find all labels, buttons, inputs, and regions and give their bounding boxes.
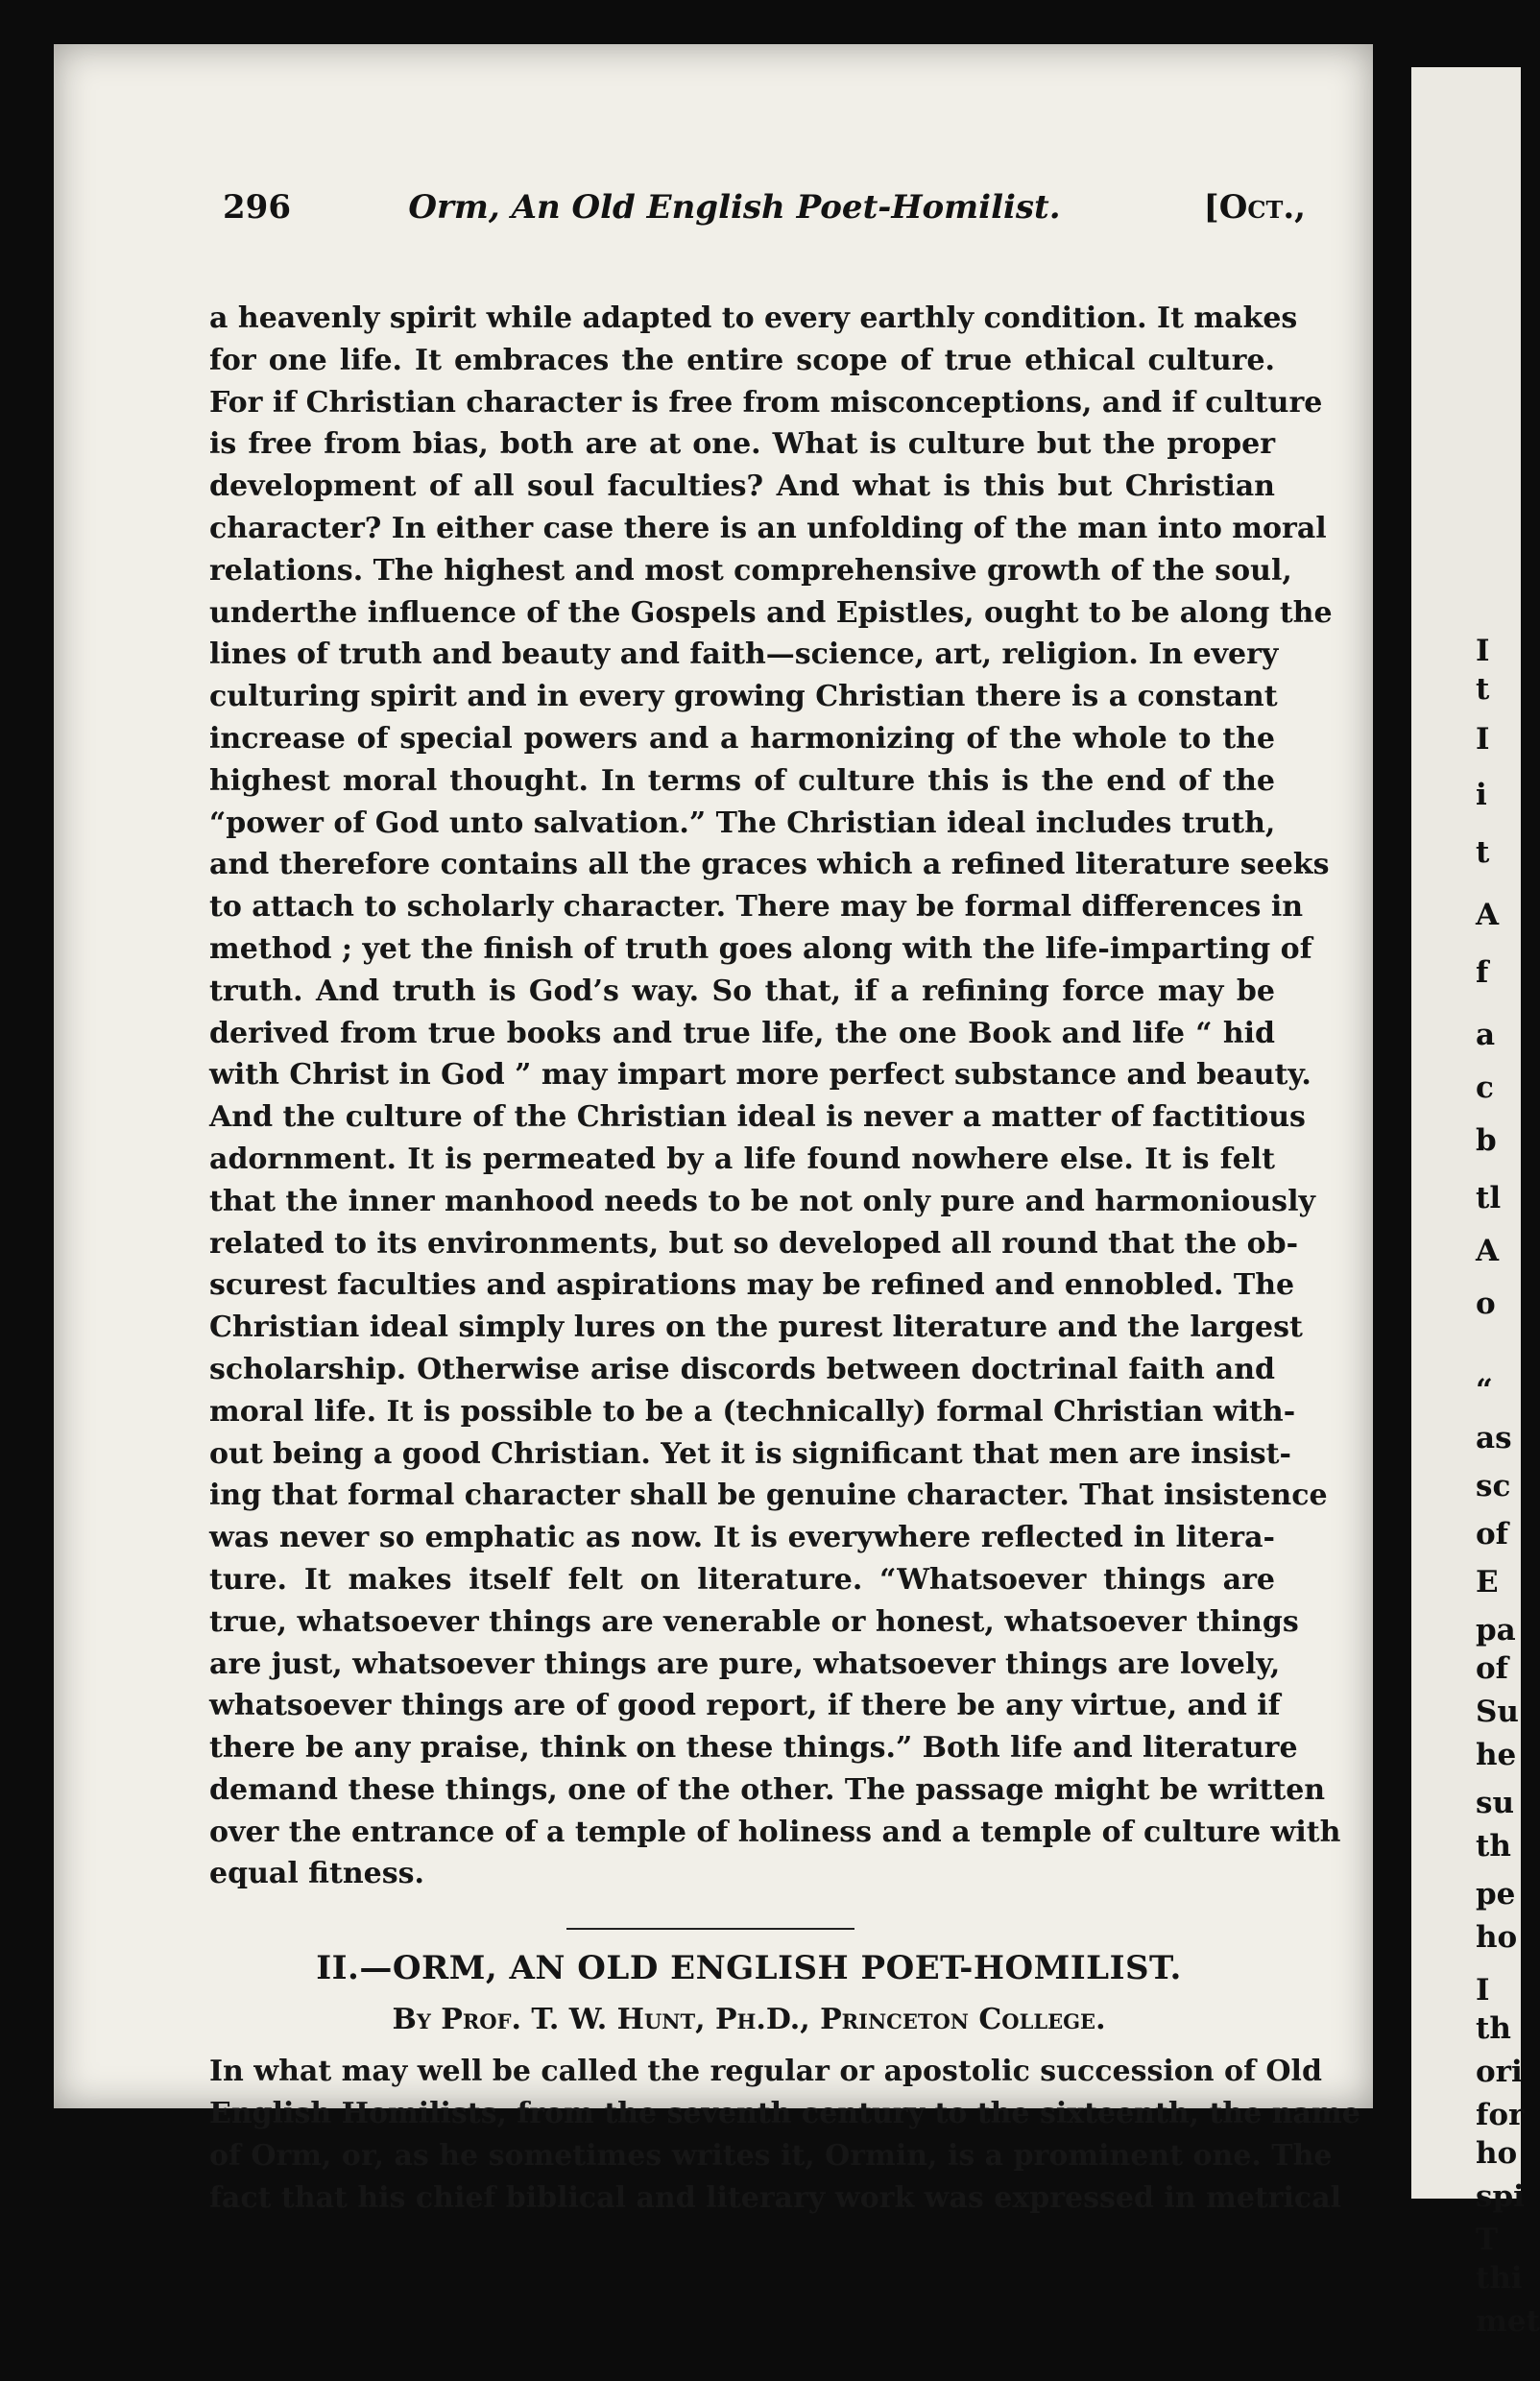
text-line: equal fitness.: [209, 1857, 424, 1891]
text-line: was never so emphatic as now. It is everywhere reflected in litera-: [209, 1521, 1275, 1555]
text-line: “power of God unto salvation.” The Christian ideal includes truth,: [209, 806, 1276, 840]
text-line: In what may well be called the regular or apostolic succession of Old: [209, 2055, 1322, 2088]
text-line: a heavenly spirit while adapted to every earthly condition. It makes: [209, 301, 1298, 335]
adjacent-page-fragment: A: [1476, 898, 1500, 932]
text-line: truth. And truth is God’s way. So that, if a refining force may be: [209, 974, 1275, 1008]
running-title: Orm, An Old English Poet-Homilist.: [408, 188, 1061, 227]
adjacent-page-fragment: th: [1476, 1829, 1511, 1864]
adjacent-page-fragment: ho: [1476, 1920, 1518, 1955]
text-line: character? In either case there is an unfolding of the man into moral: [209, 511, 1327, 545]
adjacent-page-fragment: met: [1476, 2304, 1540, 2339]
adjacent-page-fragment: su: [1476, 1786, 1514, 1820]
adjacent-page-fragment: of: [1476, 1651, 1509, 1686]
adjacent-page-fragment: ori: [1476, 2055, 1523, 2089]
adjacent-page-fragment: T: [1476, 2223, 1499, 2257]
text-line: are just, whatsoever things are pure, whatsoever things are lovely,: [209, 1647, 1281, 1681]
section-divider: [566, 1928, 854, 1930]
text-line: with Christ in God ” may impart more perfect substance and beauty.: [209, 1058, 1311, 1093]
adjacent-page-fragment: I: [1476, 722, 1490, 757]
running-head: [163, 188, 1306, 246]
adjacent-page-fragment: of: [1476, 1517, 1509, 1551]
text-line: moral life. It is possible to be a (technically) formal Christian with-: [209, 1394, 1296, 1429]
text-line: is free from bias, both are at one. What is culture but the proper: [209, 427, 1275, 462]
text-line: and therefore contains all the graces which a refined literature seeks: [209, 848, 1330, 882]
text-line: ing that formal character shall be genuine character. That insistence: [209, 1479, 1328, 1513]
text-line: adornment. It is permeated by a life found nowhere else. It is felt: [209, 1142, 1275, 1176]
text-line: development of all soul faculties? And what is this but Christian: [209, 469, 1275, 504]
adjacent-page-fragment: “: [1476, 1373, 1493, 1407]
adjacent-page-fragment: he: [1476, 1738, 1517, 1772]
adjacent-page-fragment: as: [1476, 1421, 1512, 1455]
adjacent-page-fragment: pe: [1476, 1877, 1516, 1912]
page-number: 296: [223, 188, 291, 227]
text-line: for one life. It embraces the entire scope of true ethical culture.: [209, 343, 1275, 377]
text-line: For if Christian character is free from misconceptions, and if culture: [209, 385, 1323, 420]
adjacent-page-fragment: ho: [1476, 2136, 1518, 2171]
text-line: And the culture of the Christian ideal is never a matter of factitious: [209, 1100, 1306, 1135]
adjacent-page-fragment: t: [1476, 835, 1490, 870]
body-paragraph: [209, 298, 1341, 1895]
adjacent-page-fragment: a: [1476, 1018, 1496, 1052]
text-line: English Homilists, from the seventh century to the sixteenth, the name: [209, 2097, 1360, 2130]
text-line: true, whatsoever things are venerable or honest, whatsoever things: [209, 1604, 1299, 1639]
adjacent-page-fragment: pa: [1476, 1613, 1516, 1647]
adjacent-page-fragment: A: [1476, 1234, 1500, 1268]
adjacent-page-fragment: b: [1476, 1123, 1497, 1158]
text-line: demand these things, one of the other. The passage might be written: [209, 1772, 1326, 1807]
text-line: ture. It makes itself felt on literature. “Whatsoever things are: [209, 1562, 1275, 1597]
section-heading: II.—ORM, AN OLD ENGLISH POET-HOMILIST.: [316, 1949, 1182, 1987]
text-line: that the inner manhood needs to be not only pure and harmoniously: [209, 1184, 1315, 1218]
adjacent-page-fragment: t: [1476, 672, 1490, 707]
text-line: related to its environments, but so developed all round that the ob-: [209, 1226, 1299, 1261]
text-line: to attach to scholarly character. There may be formal differences in: [209, 890, 1304, 925]
text-line: there be any praise, think on these things.” Both life and literature: [209, 1731, 1298, 1766]
text-line: over the entrance of a temple of holiness and a temple of culture with: [209, 1815, 1341, 1849]
adjacent-page-fragment: c: [1476, 1070, 1494, 1105]
running-month: [Oct.,: [1203, 188, 1306, 227]
text-line: of Orm, or, as he sometimes writes it, Ormin, is a prominent one. The: [209, 2139, 1333, 2173]
adjacent-page-fragment: i: [1476, 778, 1487, 812]
text-line: increase of special powers and a harmonizing of the whole to the: [209, 721, 1275, 756]
text-line: scholarship. Otherwise arise discords between doctrinal faith and: [209, 1352, 1275, 1386]
text-line: Christian ideal simply lures on the purest literature and the largest: [209, 1311, 1303, 1345]
adjacent-page-fragment: for: [1476, 2098, 1525, 2132]
text-line: whatsoever things are of good report, if there be any virtue, and if: [209, 1689, 1281, 1723]
text-line: highest moral thought. In terms of culture this is the end of the: [209, 763, 1275, 798]
text-line: underthe influence of the Gospels and Epistles, ought to be along the: [209, 595, 1333, 630]
text-line: culturing spirit and in every growing Christian there is a constant: [209, 680, 1278, 714]
adjacent-page-fragment: Su: [1476, 1695, 1519, 1729]
adjacent-page-fragment: I: [1476, 634, 1490, 668]
text-line: method ; yet the finish of truth goes along with the life-imparting of: [209, 931, 1312, 966]
section-paragraph: [209, 2051, 1360, 2220]
text-line: lines of truth and beauty and faith—science, art, religion. In every: [209, 637, 1279, 672]
adjacent-page-fragment: f: [1476, 955, 1489, 990]
text-line: scurest faculties and aspirations may be refined and ennobled. The: [209, 1268, 1295, 1303]
text-line: relations. The highest and most comprehensive growth of the soul,: [209, 553, 1292, 588]
adjacent-page-fragment: sc: [1476, 1469, 1511, 1503]
text-line: fact that his chief biblical and literary work was expressed in metrical: [209, 2181, 1342, 2215]
adjacent-page-fragment: th: [1476, 2011, 1511, 2046]
adjacent-page-fragment: E: [1476, 1565, 1499, 1599]
adjacent-page-fragment: spi: [1476, 2179, 1525, 2214]
section-byline: By Prof. T. W. Hunt, Ph.D., Princeton College.: [392, 2003, 1106, 2036]
adjacent-page-fragment: o: [1476, 1287, 1496, 1321]
text-line: out being a good Christian. Yet it is significant that men are insist-: [209, 1436, 1291, 1471]
adjacent-page-fragment: tl: [1476, 1181, 1502, 1215]
adjacent-page-fragment: I: [1476, 1973, 1490, 2008]
text-line: derived from true books and true life, the one Book and life “ hid: [209, 1016, 1275, 1050]
adjacent-page-fragment: thi: [1476, 2261, 1523, 2296]
